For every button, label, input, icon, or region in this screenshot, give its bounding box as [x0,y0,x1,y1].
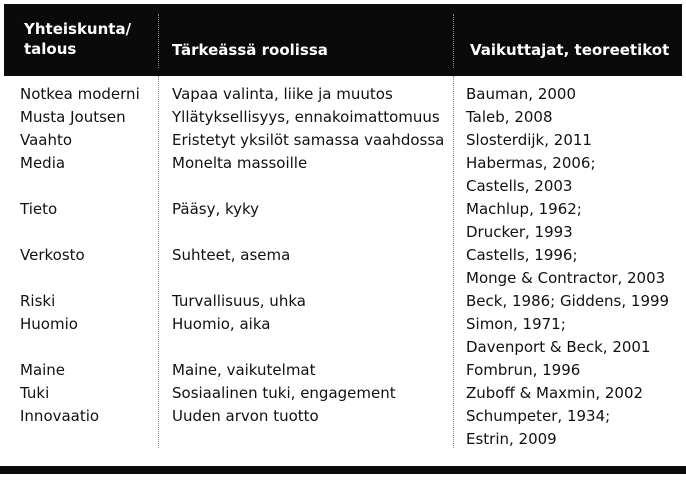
cell-role: Suhteet, asema [172,246,291,264]
cell-society: Innovaatio [20,407,100,425]
cell-society: Maine [20,361,66,379]
table-bottom-rule [0,466,686,474]
cell-authors [466,313,651,359]
column-divider [453,14,454,68]
author-reference: Taleb, 2008 [466,108,553,126]
cell-role: Eristetyt yksilöt samassa vaahdossa [172,131,445,149]
column-divider [158,76,159,448]
cell-role: Pääsy, kyky [172,200,260,218]
cell-authors [466,106,553,129]
cell-society: Tieto [20,200,58,218]
cell-authors [466,129,592,152]
cell-authors [466,405,610,451]
cell-role: Huomio, aika [172,315,271,333]
cell-authors [466,83,576,106]
column-divider [453,76,454,448]
header-society-line: Yhteiskunta/ [24,20,132,38]
author-reference: Simon, 1971; [466,315,566,333]
cell-society: Riski [20,292,56,310]
cell-society: Musta Joutsen [20,108,126,126]
author-reference: Monge & Contractor, 2003 [466,269,666,287]
cell-role: Turvallisuus, uhka [172,292,306,310]
cell-society: Vaahto [20,131,73,149]
author-reference: Beck, 1986; Giddens, 1999 [466,292,670,310]
author-reference: Drucker, 1993 [466,223,573,241]
cell-authors [466,359,580,382]
header-authors: Vaikuttajat, teoreetikot [470,41,670,59]
cell-authors [466,290,669,313]
cell-authors [466,244,665,290]
cell-authors [466,152,596,198]
author-reference: Castells, 2003 [466,177,573,195]
cell-society: Verkosto [20,246,85,264]
cell-society: Huomio [20,315,78,333]
cell-authors [466,382,643,405]
cell-role: Uuden arvon tuotto [172,407,319,425]
cell-role: Yllätyksellisyys, ennakoimattomuus [172,108,440,126]
header-society [24,19,154,59]
cell-society: Notkea moderni [20,85,140,103]
header-role: Tärkeässä roolissa [172,41,328,59]
column-divider [158,14,159,68]
cell-role: Sosiaalinen tuki, engagement [172,384,396,402]
cell-society: Tuki [20,384,50,402]
author-reference: Machlup, 1962; [466,200,582,218]
author-reference: Slosterdijk, 2011 [466,131,592,149]
header-society-line: talous [24,40,77,58]
cell-role: Vapaa valinta, liike ja muutos [172,85,393,103]
cell-authors [466,198,582,244]
author-reference: Bauman, 2000 [466,85,577,103]
cell-society: Media [20,154,66,172]
cell-role: Monelta massoille [172,154,308,172]
author-reference: Castells, 1996; [466,246,578,264]
table-header [4,4,682,76]
author-reference: Zuboff & Maxmin, 2002 [466,384,644,402]
author-reference: Habermas, 2006; [466,154,596,172]
cell-role: Maine, vaikutelmat [172,361,316,379]
author-reference: Estrin, 2009 [466,430,557,448]
author-reference: Davenport & Beck, 2001 [466,338,651,356]
data-table [4,4,682,76]
author-reference: Fombrun, 1996 [466,361,581,379]
author-reference: Schumpeter, 1934; [466,407,611,425]
